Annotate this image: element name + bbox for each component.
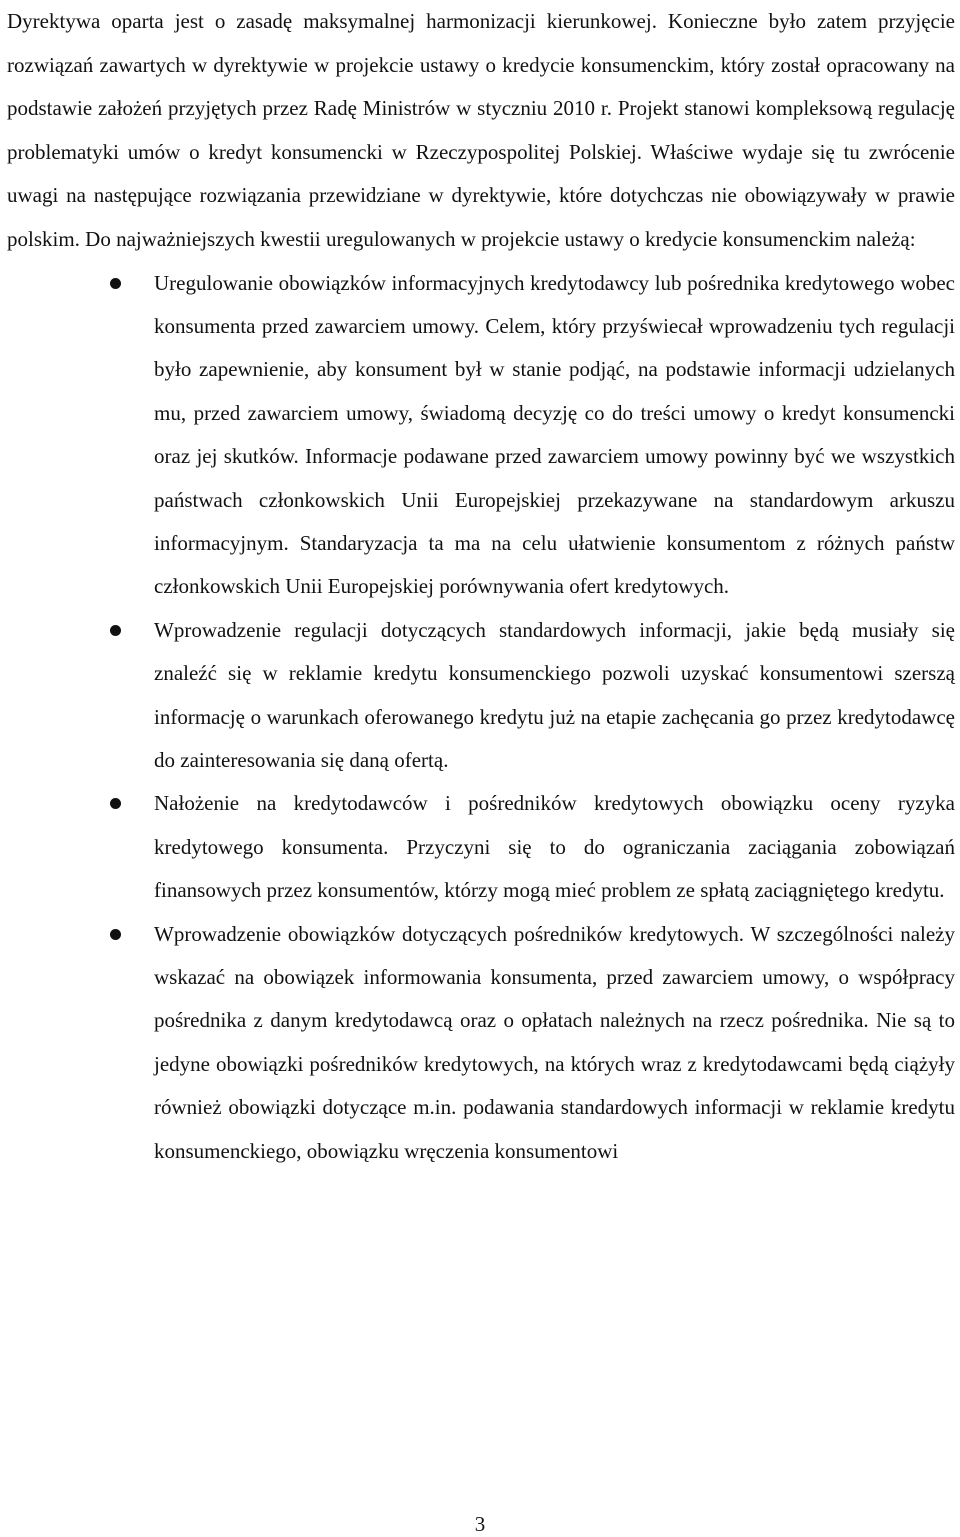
bullet-icon [110,798,121,809]
bullet-icon [110,625,121,636]
list-item [7,913,955,1173]
bullet-text: Uregulowanie obowiązków informacyjnych kredytodawcy lub pośrednika kredytowego wobec konsumenta przed zawarciem umowy. Celem, który przyświecał wprowadzeniu tych regulacji było zapewnienie, aby konsument był w stanie podjąć, na podstawie informacji udzielanych mu, przed zawarciem umowy, świadomą decyzję co do treści umowy o kredyt konsumencki oraz jej skutków. Informacje podawane przed zawarciem umowy powinny być we wszystkich państwach członkowskich Unii Europejskiej przekazywane na standardowym arkuszu informacyjnym. Standaryzacja ta ma na celu ułatwienie konsumentom z różnych państw członkowskich Unii Europejskiej porównywania ofert kredytowych. [154,270,955,599]
list-item [7,782,955,912]
list-item [7,262,955,609]
bullet-text: Wprowadzenie regulacji dotyczących standardowych informacji, jakie będą musiały się znaleźć się w reklamie kredytu konsumenckiego pozwoli uzyskać konsumentowi szerszą informację o warunkach oferowanego kredytu już na etapie zachęcania go przez kredytodawcę do zainteresowania się daną ofertą. [154,617,955,773]
intro-paragraph: Dyrektywa oparta jest o zasadę maksymalnej harmonizacji kierunkowej. Konieczne było zatem przyjęcie rozwiązań zawartych w dyrektywie w projekcie ustawy o kredycie konsumenckim, który został opracowany na podstawie założeń przyjętych przez Radę Ministrów w styczniu 2010 r. Projekt stanowi kompleksową regulację problematyki umów o kredyt konsumencki w Rzeczypospolitej Polskiej. Właściwe wydaje się tu zwrócenie uwagi na następujące rozwiązania przewidziane w dyrektywie, które dotychczas nie obowiązywały w prawie polskim. Do najważniejszych kwestii uregulowanych w projekcie ustawy o kredycie konsumenckim należą: [7,9,955,251]
page-number: 3 [474,1512,486,1536]
bullet-text: Wprowadzenie obowiązków dotyczących pośredników kredytowych. W szczególności należy wskazać na obowiązek informowania konsumenta, przed zawarciem umowy, o współpracy pośrednika z danym kredytodawcą oraz o opłatach należnych na rzecz pośrednika. Nie są to jedyne obowiązki pośredników kredytowych, na których wraz z kredytodawcami będą ciążyły również obowiązki dotyczące m.in. podawania standardowych informacji w reklamie kredytu konsumenckiego, obowiązku wręczenia konsumentowi [154,921,955,1163]
bullet-text: Nałożenie na kredytodawców i pośredników kredytowych obowiązku oceny ryzyka kredytowego konsumenta. Przyczyni się to do ograniczania zaciągania zobowiązań finansowych przez konsumentów, którzy mogą mieć problem ze spłatą zaciągniętego kredytu. [154,791,955,903]
bullet-icon [110,929,121,940]
list-item [7,609,955,783]
document-page [7,0,955,1173]
bullet-list [7,262,955,1174]
bullet-icon [110,278,121,289]
